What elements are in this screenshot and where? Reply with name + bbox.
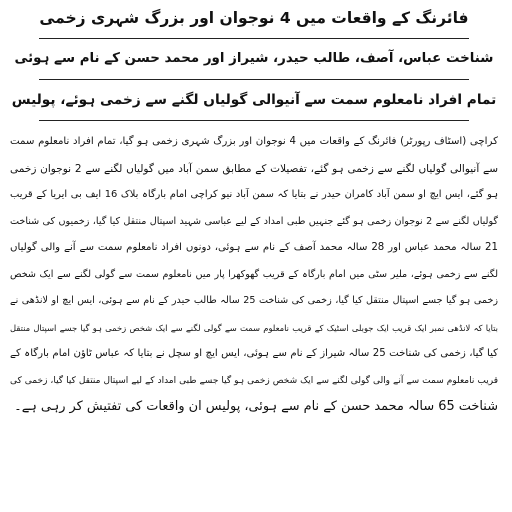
article-line: شناخت 65 سالہ محمد حسن کے نام سے ہوئی، پولیس ان واقعات کی تفتیش کر رہی ہے۔ <box>14 399 498 414</box>
article-line: زخمی ہو گیا جسے اسپتال منتقل کیا گیا، زخمی کی شناخت 25 سالہ طالب حیدر کے نام سے ہوئی، ایس ایچ او لانڈھی نے <box>10 295 498 306</box>
article-line: لگنے سے زخمی ہوئے، ملیر سٹی میں امام بارگاہ کے قریب گھوکھرا پار میں نامعلوم سمت سے گولی لگنے سے ایک شخص <box>10 268 498 280</box>
headline-divider <box>39 79 469 80</box>
sub-headline-identities: شناخت عباس، آصف، طالب حیدر، شیراز اور محمد حسن کے نام سے ہوئی <box>14 51 494 66</box>
main-headline: فائرنگ کے واقعات میں 4 نوجوان اور بزرگ شہری زخمی <box>39 9 469 27</box>
article-line: گولیاں لگنے سے 2 نوجوان زخمی ہو گئے جنہیں طبی امداد کے لیے عباسی شہید اسپتال منتقل کیا گیا، زخمیوں کی شناخت <box>10 215 498 227</box>
article-body <box>10 129 498 421</box>
sub-headline-police: تمام افراد نامعلوم سمت سے آنیوالی گولیاں لگنے سے زخمی ہوئے، پولیس <box>11 92 497 108</box>
headline-divider <box>39 120 469 121</box>
article-line: سے آنیوالی گولیاں لگنے سے زخمی ہو گئے، تفصیلات کے مطابق سمن آباد میں گولیاں لگنے سے 2 نوجوان زخمی <box>10 162 498 175</box>
article-line: ہو گئے، ایس ایچ او سمن آباد کامران حیدر نے بتایا کہ سمن آباد نیو کراچی امام بارگاہ بلاک 16 ایف بی ایریا کے قریب <box>10 189 498 200</box>
article-line: بتایا کہ لانڈھی نمبر ایک قریب ایک جوبلی اسٹیک کے قریب نامعلوم سمت سے گولی لگنے سے ایک شخص زخمی ہو گیا جسے اسپتال منتقل <box>10 322 498 333</box>
headline-divider <box>39 38 469 39</box>
article-line: کیا گیا، زخمی کی شناخت 25 سالہ شیراز کے نام سے ہوئی، ایس ایچ او سچل نے بتایا کہ عباس ٹاؤن امام بارگاہ کے <box>10 348 498 359</box>
article-line: قریب نامعلوم سمت سے آنے والی گولی لگنے سے ایک شخص زخمی ہو گیا جسے طبی امداد کے لیے اسپتال منتقل کیا گیا، زخمی کی <box>10 375 498 386</box>
article-line: 21 سالہ محمد عباس اور 28 سالہ محمد آصف کے نام سے ہوئی، دونوں افراد نامعلوم سمت سے آنے والی گولیاں <box>10 242 498 253</box>
article-line: کراچی (اسٹاف رپورٹر) فائرنگ کے واقعات میں 4 نوجوان اور بزرگ شہری زخمی ہو گیا، تمام افراد نامعلوم سمت <box>10 136 498 147</box>
